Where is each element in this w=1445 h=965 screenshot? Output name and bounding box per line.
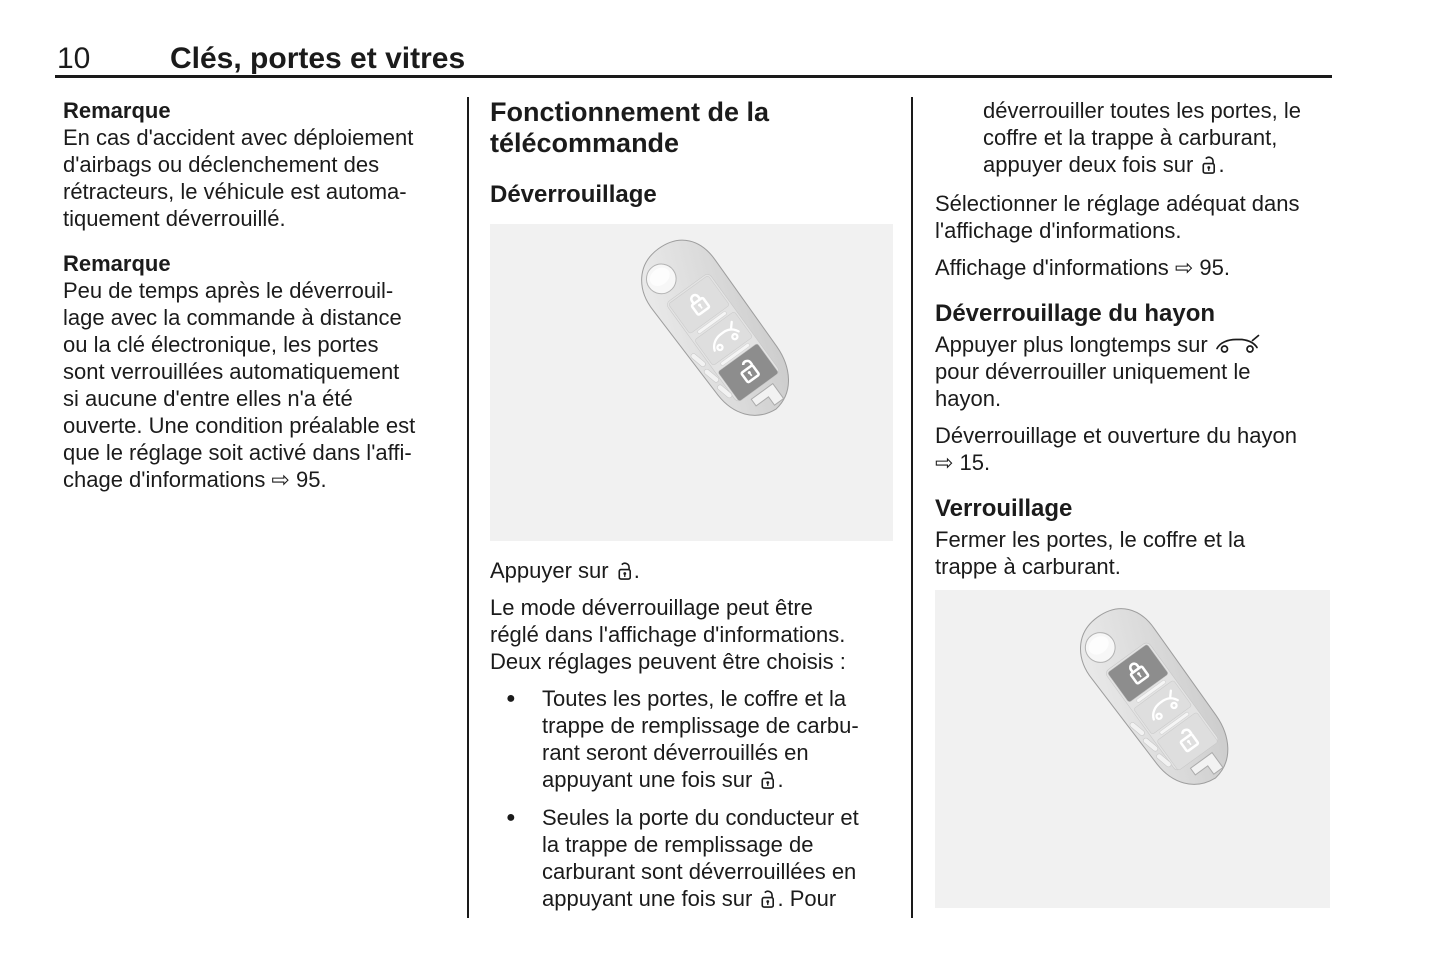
text-line: carburant sont déverrouillées en (542, 859, 857, 884)
text-line: Fermer les portes, le coffre et la (935, 527, 1246, 552)
bullet-marker: ● (506, 690, 516, 707)
bullet-text (542, 685, 895, 766)
column-left (63, 97, 463, 503)
text-line: chage d'informations ⇨ 95. (63, 467, 327, 492)
bullet-item (490, 804, 895, 912)
column-divider-right (911, 97, 913, 918)
text-line: réglé dans l'affichage d'informations. (490, 622, 846, 647)
text: . (777, 767, 784, 792)
text: . (633, 558, 640, 583)
text-line: trappe à carburant. (935, 554, 1121, 579)
unlock-icon (615, 560, 634, 581)
text: . (1218, 152, 1225, 177)
note-paragraph (63, 277, 463, 493)
bullet-item (490, 685, 895, 793)
text-line: la trappe de remplissage de (542, 832, 814, 857)
car-open-tailgate-icon (1214, 334, 1260, 354)
section-heading (490, 97, 895, 159)
paragraph-select-setting (935, 190, 1335, 244)
page-reference (935, 422, 1335, 476)
text-line: pour déverrouiller uniquement le (935, 359, 1251, 384)
text-line: sont verrouillées automatiquement (63, 359, 400, 384)
text-line: Deux réglages peuvent être choisis : (490, 649, 846, 674)
text-line: si aucune d'entre elles n'a été (63, 386, 353, 411)
text: appuyer deux fois sur (983, 152, 1200, 177)
text-line: coffre et la trappe à carburant, (983, 125, 1278, 150)
note-heading: Remarque (63, 251, 171, 276)
subsection-heading: Déverrouillage du hayon (935, 300, 1216, 327)
text-line: rant seront déverrouillés en (542, 740, 809, 765)
text-line: que le réglage soit activé dans l'affi- (63, 440, 412, 465)
note-heading: Remarque (63, 98, 171, 123)
text-line: Peu de temps après le déverrouil- (63, 278, 394, 303)
column-middle (490, 97, 895, 923)
paragraph-press-unlock (490, 557, 895, 584)
chapter-title: Clés, portes et vitres (170, 42, 466, 75)
column-divider-left (467, 97, 469, 918)
text: Appuyer plus longtemps sur (935, 332, 1214, 357)
bullet-text (542, 804, 895, 885)
remote-key-image-lock (935, 590, 1330, 908)
text-line: télécommande (490, 128, 680, 158)
header-rule (55, 75, 1332, 78)
paragraph-mode (490, 594, 895, 675)
text-line: ou la clé électronique, les portes (63, 332, 379, 357)
text-line: Fonctionnement de la (490, 97, 770, 127)
text (935, 358, 1335, 412)
text-line: d'airbags ou déclenchement des (63, 152, 380, 177)
text: Appuyer sur (490, 558, 615, 583)
text: appuyant une fois sur (542, 767, 759, 792)
unlock-icon (1199, 154, 1218, 175)
text-line: ⇨ 15. (935, 450, 991, 475)
subsection-heading: Verrouillage (935, 495, 1073, 522)
text-line: Le mode déverrouillage peut être (490, 595, 813, 620)
note-paragraph (63, 124, 463, 232)
text-line: trappe de remplissage de carbu- (542, 713, 859, 738)
unlock-icon (758, 769, 777, 790)
subsection-heading: Déverrouillage (490, 181, 657, 208)
bullet-continuation (935, 97, 1335, 178)
remote-key-image-unlock (490, 224, 893, 541)
text-line: En cas d'accident avec déploiement (63, 125, 414, 150)
column-right (935, 97, 1335, 924)
unlock-icon (758, 888, 777, 909)
paragraph-locking (935, 526, 1335, 580)
text-line: Toutes les portes, le coffre et la (542, 686, 847, 711)
text-line: l'affichage d'informations. (935, 218, 1182, 243)
bullet-marker: ● (506, 809, 516, 826)
text-line: lage avec la commande à distance (63, 305, 402, 330)
text-line: Sélectionner le réglage adéquat dans (935, 191, 1300, 216)
text-line: déverrouiller toutes les portes, le (983, 98, 1301, 123)
page-reference: Affichage d'informations ⇨ 95. (935, 255, 1230, 280)
text-line: rétracteurs, le véhicule est automa- (63, 179, 407, 204)
text: appuyant une fois sur (542, 886, 759, 911)
text-line: Déverrouillage et ouverture du hayon (935, 423, 1298, 448)
text-line: Seules la porte du conducteur et (542, 805, 859, 830)
text-line: ouverte. Une condition préalable est (63, 413, 416, 438)
bullet-text (983, 97, 1335, 151)
text-line: hayon. (935, 386, 1002, 411)
text: . Pour (777, 886, 837, 911)
text-line: tiquement déverrouillé. (63, 206, 286, 231)
page-number: 10 (57, 42, 91, 75)
paragraph-tailgate (935, 331, 1335, 412)
